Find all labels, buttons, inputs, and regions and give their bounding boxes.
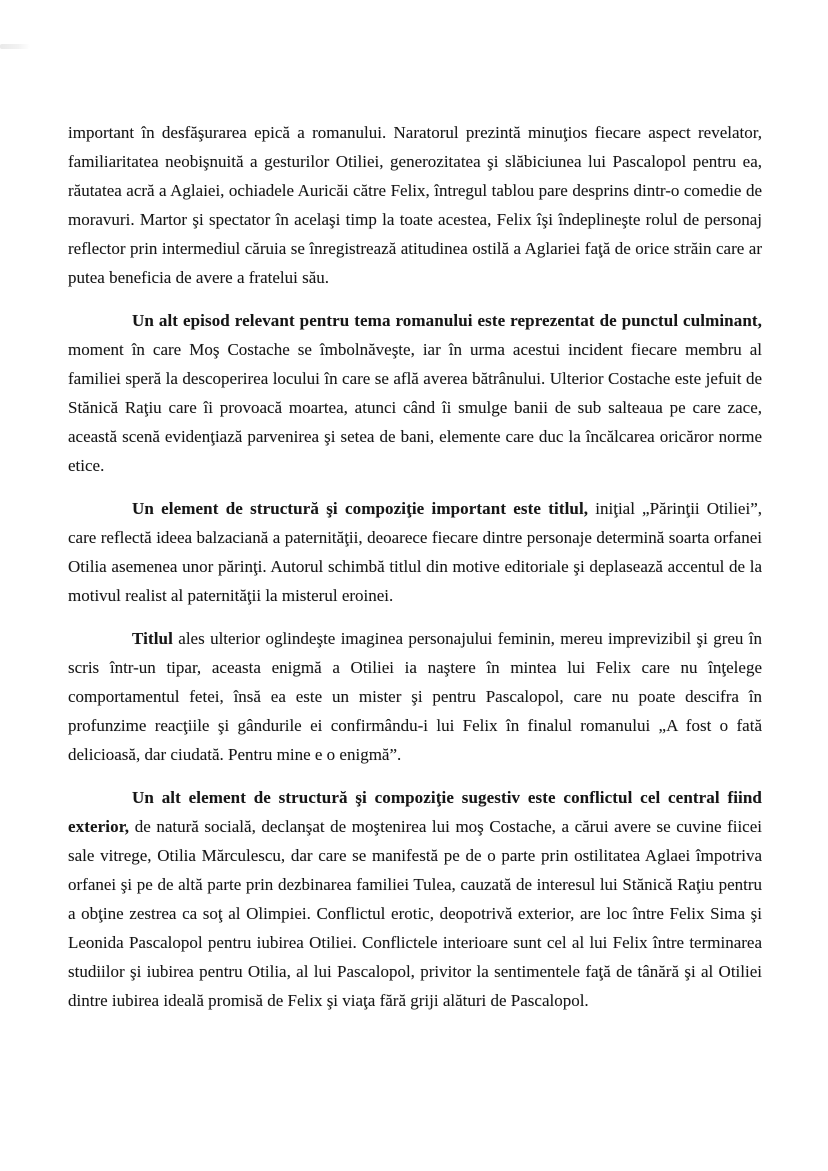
- paragraph-lead-bold: Un alt episod relevant pentru tema romanului este reprezentat de punctul culminant,: [132, 311, 762, 330]
- paragraph-text: important în desfăşurarea epică a romanului. Naratorul prezintă minuţios fiecare aspect revelator, familiaritatea neobişnuită a gesturilor Otiliei, generozitatea şi slăbiciunea lui Pascalopol pentru ea, răutatea acră a Aglaiei, ochiadele Auricăi către Felix, întregul tablou pare desprins dintr-o comedie de moravuri. Martor şi spectator în acelaşi timp la toate acestea, Felix îşi îndeplineşte rolul de personaj reflector prin intermediul căruia se înregistrează atitudinea ostilă a Aglariei faţă de orice străin care ar putea beneficia de avere a fratelui său.: [68, 123, 762, 287]
- paragraph-lead-bold: Un alt element de structură şi compoziţie sugestiv este conflictul cel central fiind exterior,: [68, 788, 762, 836]
- paragraph-text: ales ulterior oglindeşte imaginea personajului feminin, mereu imprevizibil şi greu în scris într-un tipar, aceasta enigmă a Otiliei ia naştere în mintea lui Felix care nu înţelege comportamentul fetei, însă ea este un mister şi pentru Pascalopol, care nu poate descifra în profunzime reacţiile şi gândurile ei confirmându-i lui Felix în finalul romanului „A fost o fată delicioasă, dar ciudată. Pentru mine e o enigmă”.: [68, 629, 762, 764]
- document-body: [68, 118, 762, 1029]
- paragraph-titlul-initial: [68, 494, 762, 610]
- paragraph-text: de natură socială, declanşat de moştenirea lui moş Costache, a cărui avere se cuvine fiicei sale vitrege, Otilia Mărculescu, dar care se manifestă pe de o parte prin ostilitatea Aglaei împotriva orfanei şi pe de altă parte prin dezbinarea familiei Tulea, cauzată de interesul lui Stănică Raţiu pentru a obţine zestrea ca soţ al Olimpiei. Conflictul erotic, deopotrivă exterior, are loc între Felix Sima şi Leonida Pascalopol pentru iubirea Otiliei. Conflictele interioare sunt cel al lui Felix între terminarea studiilor şi iubirea pentru Otilia, al lui Pascalopol, privitor la sentimentele faţă de tânără şi al Otiliei dintre iubirea ideală promisă de Felix şi viaţa fără griji alături de Pascalopol.: [68, 817, 762, 1010]
- paragraph-punctul-culminant: [68, 306, 762, 480]
- scan-artifact-line: [0, 44, 30, 49]
- paragraph-lead-bold: Un element de structură şi compoziţie important este titlul,: [132, 499, 589, 518]
- paragraph-text: moment în care Moş Costache se îmbolnăveşte, iar în urma acestui incident fiecare membru al familiei speră la descoperirea locului în care se află averea bătrânului. Ulterior Costache este jefuit de Stănică Raţiu care îi provoacă moartea, atunci când îi smulge banii de sub salteaua pe care zace, această scenă evidenţiază parvenirea şi setea de bani, elemente care duc la încălcarea oricăror norme etice.: [68, 340, 762, 475]
- paragraph-titlul-ulterior: [68, 624, 762, 769]
- paragraph-text: iniţial „Părinţii Otiliei”, care reflectă ideea balzaciană a paternităţii, deoarece fiecare dintre personaje determină soarta orfanei Otilia asemenea unor părinţi. Autorul schimbă titlul din motive editoriale şi deplasează accentul de la motivul realist al paternităţii la misterul eroinei.: [68, 499, 762, 605]
- paragraph-conflictul: [68, 783, 762, 1015]
- paragraph-continuation: [68, 118, 762, 292]
- paragraph-lead-bold: Titlul: [132, 629, 173, 648]
